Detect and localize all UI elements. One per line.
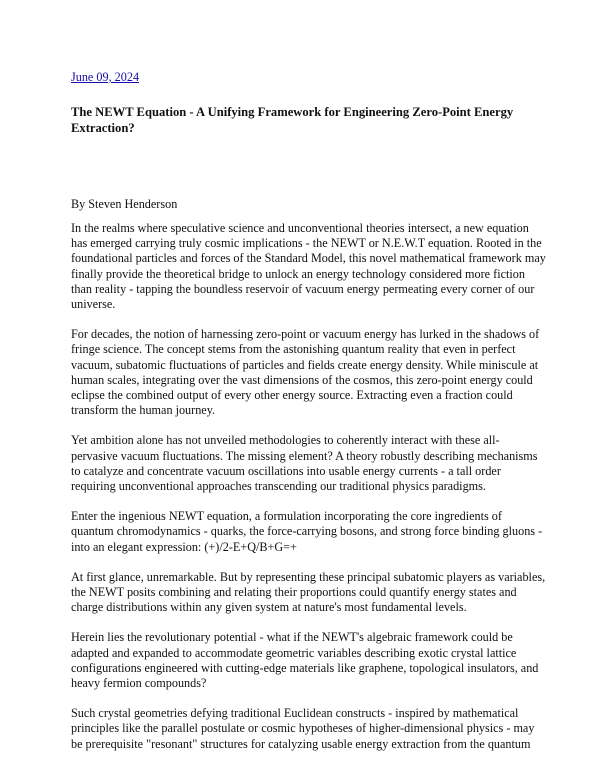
paragraph: Herein lies the revolutionary potential - what if the NEWT's algebraic framework could be adapted and expanded to accommodate geometric variables describing exotic crystal lattice configurations engineered with cutting-edge materials like graphene, topological insulators, and heavy fermion compounds? — [71, 630, 539, 691]
author-byline: By Steven Henderson — [71, 197, 178, 211]
paragraph: Yet ambition alone has not unveiled methodologies to coherently interact with these all-pervasive vacuum fluctuations. The missing element? A theory robustly describing mechanisms to catalyze and concentrate vacuum oscillations into usable energy currents - a tall order requiring unconventional approaches transcending our traditional physics paradigms. — [71, 433, 538, 494]
post-date-link[interactable]: June 09, 2024 — [71, 70, 140, 84]
paragraph: Enter the ingenious NEWT equation, a formulation incorporating the core ingredients of quantum chromodynamics - quarks, the force-carrying bosons, and strong force binding gluons - into an elegant expression: (+)/2-E+Q/B+G=+ — [71, 509, 543, 554]
paragraph: In the realms where speculative science and unconventional theories intersect, a new equation has emerged carrying truly cosmic implications - the NEWT or N.E.W.T equation. Rooted in the foundational particles and forces of the Standard Model, this novel mathematical framework may finally provide the theoretical bridge to unlock an energy technology considered more fiction than reality - tapping the boundless reservoir of vacuum energy permeating every corner of our universe. — [71, 221, 546, 312]
paragraph: At first glance, unremarkable. But by representing these principal subatomic players as variables, the NEWT posits combining and relating their proportions could quantify energy states and charge distributions within any given system at nature's most fundamental levels. — [71, 569, 546, 615]
article-body — [71, 221, 546, 752]
paragraph: Such crystal geometries defying traditional Euclidean constructs - inspired by mathematical principles like the parallel postulate or cosmic hypotheses of higher-dimensional physics - may be prerequisite "resonant" structures for catalyzing usable energy extraction from the quantum — [71, 706, 535, 751]
paragraph: For decades, the notion of harnessing zero-point or vacuum energy has lurked in the shadows of fringe science. The concept stems from the astonishing quantum reality that even in perfect vacuum, subatomic fluctuations of particles and fields create energy density. While miniscule at human scales, integrating over the vast dimensions of the cosmos, this zero-point energy could eclipse the combined output of every other energy source. Extracting even a fraction could transform the human journey. — [71, 327, 540, 418]
blog-post — [71, 70, 546, 767]
post-title: The NEWT Equation - A Unifying Framework for Engineering Zero-Point Energy Extraction? — [71, 105, 514, 135]
